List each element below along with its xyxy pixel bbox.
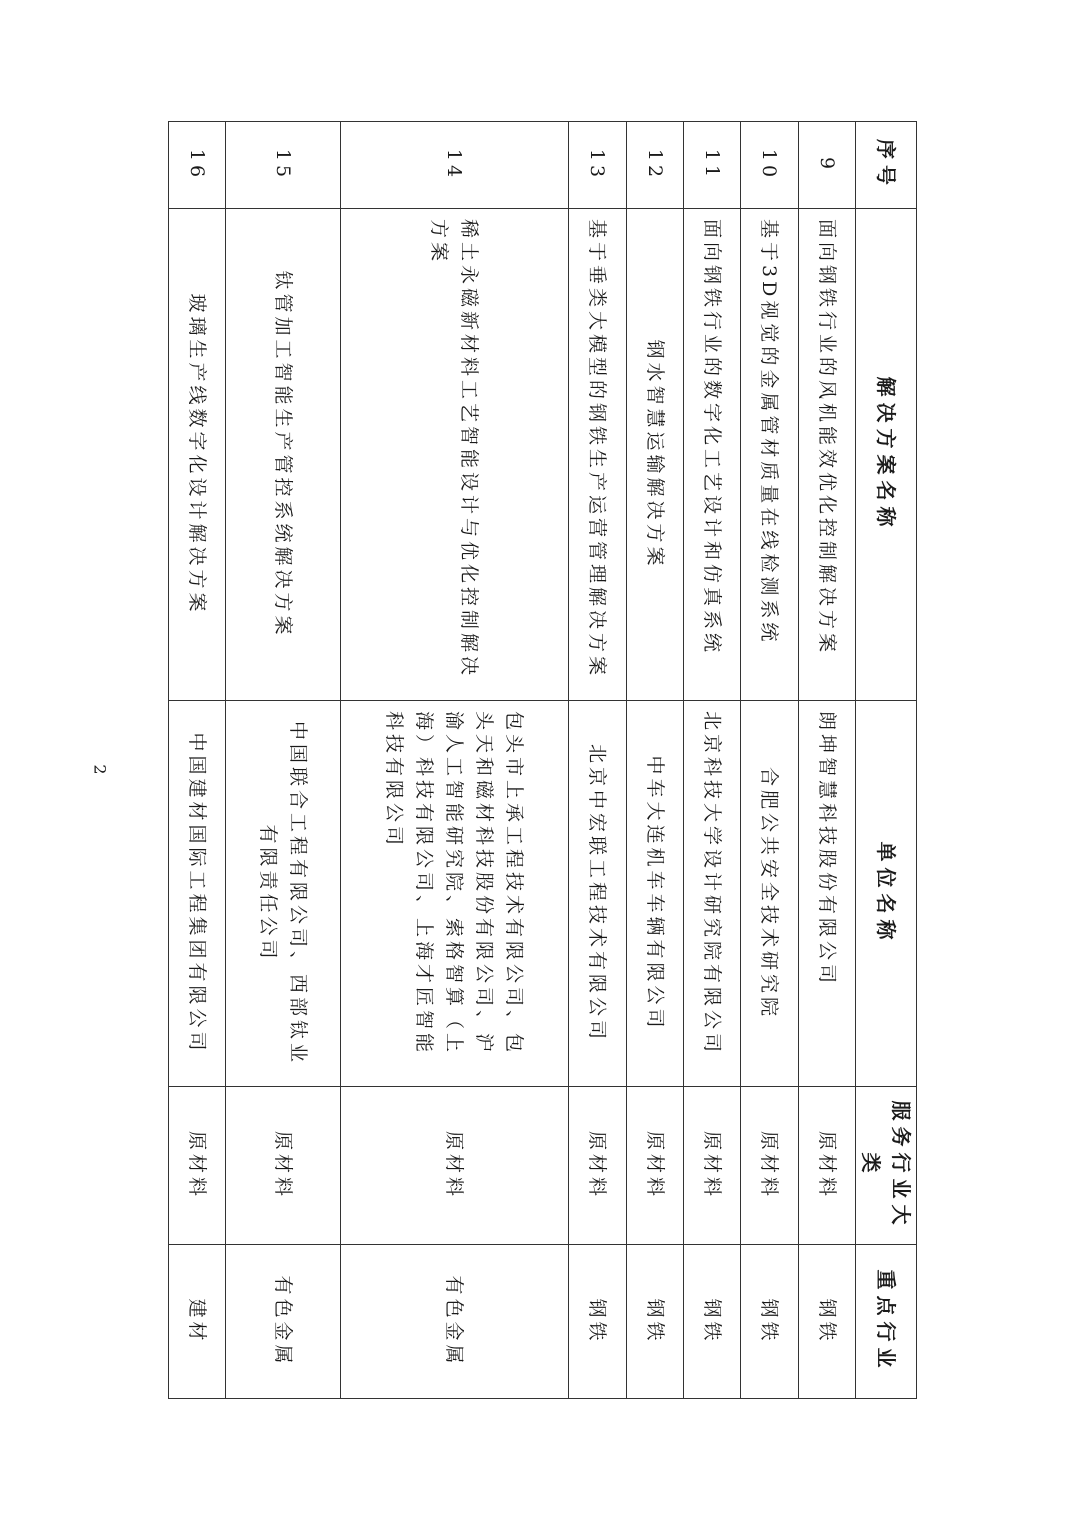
table-row xyxy=(226,122,341,1399)
row-industry: 有色金属 xyxy=(226,1245,341,1399)
table-row xyxy=(169,122,226,1399)
row-no: 12 xyxy=(627,122,684,209)
row-industry: 钢铁 xyxy=(569,1245,627,1399)
row-solution-name: 玻璃生产线数字化设计解决方案 xyxy=(169,209,226,701)
table-row xyxy=(341,122,569,1399)
row-category: 原材料 xyxy=(341,1087,569,1245)
row-industry: 钢铁 xyxy=(627,1245,684,1399)
row-category: 原材料 xyxy=(684,1087,741,1245)
row-unit-name: 北京中宏联工程技术有限公司 xyxy=(569,701,627,1087)
header-key-industry: 重点行业 xyxy=(856,1245,917,1399)
row-category: 原材料 xyxy=(569,1087,627,1245)
row-solution-name: 基于垂类大模型的钢铁生产运营管理解决方案 xyxy=(569,209,627,701)
row-industry: 钢铁 xyxy=(684,1245,741,1399)
row-no: 15 xyxy=(226,122,341,209)
row-no: 16 xyxy=(169,122,226,209)
table-row xyxy=(799,122,856,1399)
row-no: 10 xyxy=(741,122,799,209)
row-industry: 建材 xyxy=(169,1245,226,1399)
row-category: 原材料 xyxy=(741,1087,799,1245)
row-category: 原材料 xyxy=(169,1087,226,1245)
row-unit-name: 中国联合工程有限公司、西部钛业有限责任公司 xyxy=(226,701,341,1087)
row-industry: 钢铁 xyxy=(799,1245,856,1399)
header-unit-name: 单位名称 xyxy=(856,701,917,1087)
row-solution-name: 稀土永磁新材料工艺智能设计与优化控制解决方案 xyxy=(341,209,569,701)
table-row xyxy=(684,122,741,1399)
row-unit-name: 合肥公共安全技术研究院 xyxy=(741,701,799,1087)
row-unit-name: 北京科技大学设计研究院有限公司 xyxy=(684,701,741,1087)
row-no: 14 xyxy=(341,122,569,209)
row-category: 原材料 xyxy=(627,1087,684,1245)
row-category: 原材料 xyxy=(226,1087,341,1245)
row-category: 原材料 xyxy=(799,1087,856,1245)
row-solution-name: 钛管加工智能生产管控系统解决方案 xyxy=(226,209,341,701)
row-industry: 有色金属 xyxy=(341,1245,569,1399)
row-solution-name: 面向钢铁行业的风机能效优化控制解决方案 xyxy=(799,209,856,701)
row-solution-name: 面向钢铁行业的数字化工艺设计和仿真系统 xyxy=(684,209,741,701)
table-row xyxy=(741,122,799,1399)
page-number: 2 xyxy=(90,764,110,775)
row-solution-name: 钢水智慧运输解决方案 xyxy=(627,209,684,701)
header-no: 序号 xyxy=(856,122,917,209)
row-unit-name: 包头市上承工程技术有限公司、包头天和磁材科技股份有限公司、沪渝人工智能研究院、索格智算（上海）科技有限公司、上海才匠智能科技有限公司 xyxy=(341,701,569,1087)
row-solution-name: 基于3D视觉的金属管材质量在线检测系统 xyxy=(741,209,799,701)
header-solution-name: 解决方案名称 xyxy=(856,209,917,701)
row-no: 11 xyxy=(684,122,741,209)
solutions-table xyxy=(168,121,917,1399)
row-unit-name: 中国建材国际工程集团有限公司 xyxy=(169,701,226,1087)
table-row xyxy=(627,122,684,1399)
row-unit-name: 朗坤智慧科技股份有限公司 xyxy=(799,701,856,1087)
table-rotation-wrapper xyxy=(173,121,917,1398)
row-unit-name: 中车大连机车车辆有限公司 xyxy=(627,701,684,1087)
row-industry: 钢铁 xyxy=(741,1245,799,1399)
header-service-category: 服务行业大类 xyxy=(856,1087,917,1245)
table-header-row xyxy=(856,122,917,1399)
rotated-table-area xyxy=(173,121,1080,1374)
row-no: 9 xyxy=(799,122,856,209)
row-no: 13 xyxy=(569,122,627,209)
table-row xyxy=(569,122,627,1399)
